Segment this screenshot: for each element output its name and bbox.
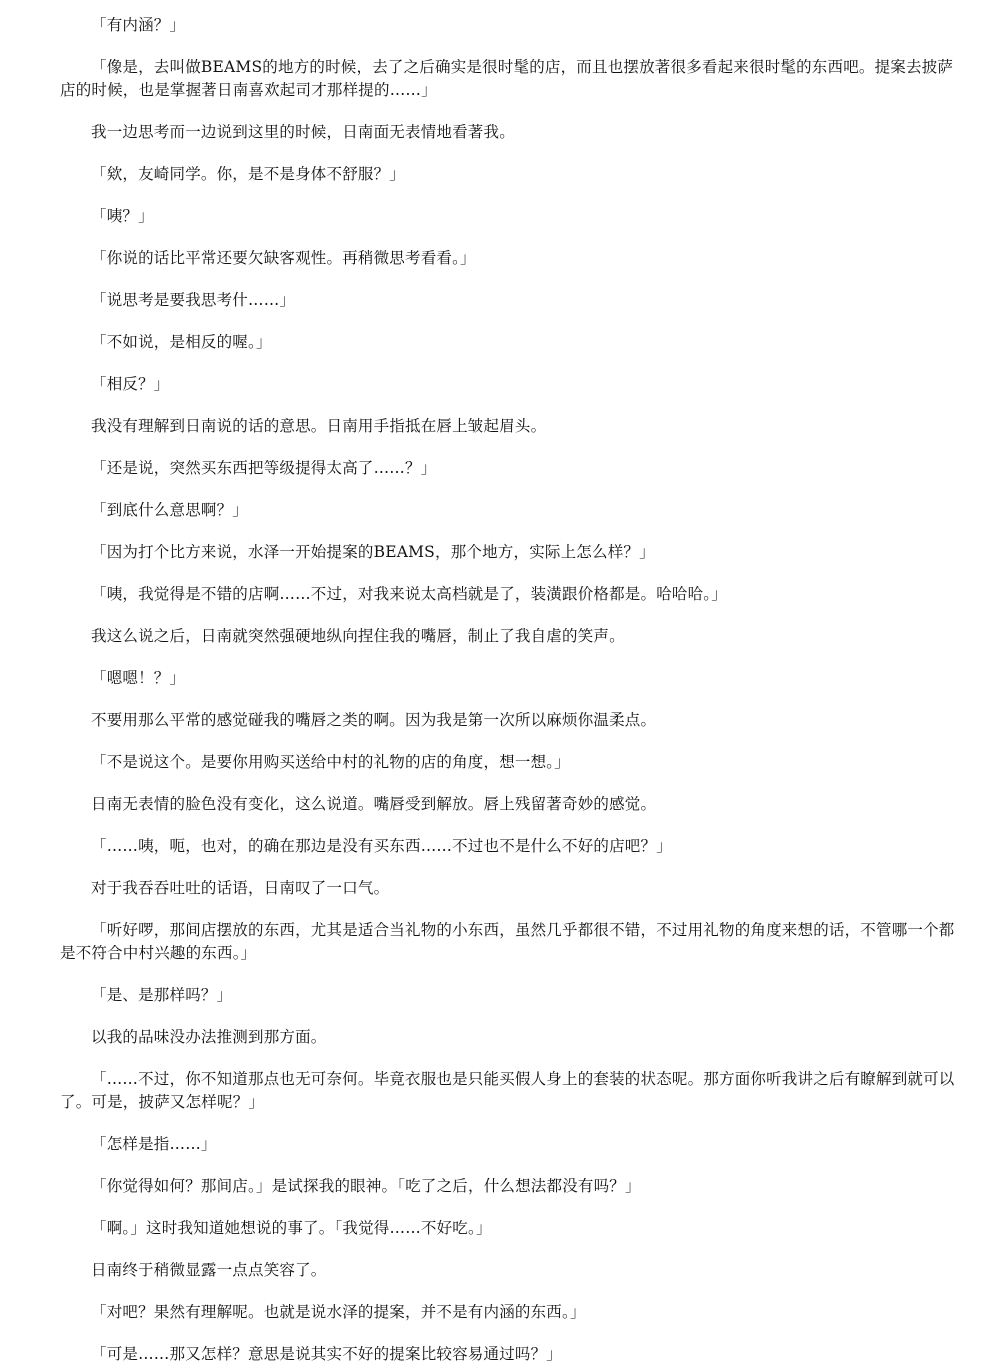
paragraph: 「怎样是指……」 (91, 1135, 217, 1153)
paragraph: 「相反？」 (91, 375, 170, 393)
paragraph: 「欸，友崎同学。你，是不是身体不舒服？」 (91, 165, 406, 183)
paragraph: 「啊。」这时我知道她想说的事了。「我觉得……不好吃。」 (91, 1219, 492, 1237)
paragraph: 「有内涵？」 (91, 16, 186, 34)
paragraph: 以我的品味没办法推测到那方面。 (91, 1028, 327, 1046)
paragraph: 我没有理解到日南说的话的意思。日南用手指抵在唇上皱起眉头。 (91, 417, 547, 435)
paragraph: 「因为打个比方来说，水泽一开始提案的BEAMS，那个地方，实际上怎么样？」 (91, 543, 655, 561)
paragraph: 「不如说，是相反的喔。」 (91, 333, 272, 351)
paragraph: 不要用那么平常的感觉碰我的嘴唇之类的啊。因为我是第一次所以麻烦你温柔点。 (91, 711, 657, 729)
paragraph: 「像是，去叫做BEAMS的地方的时候，去了之后确实是很时髦的店，而且也摆放著很多看起来很时髦的东西吧。提案去披萨店的时候，也是掌握著日南喜欢起司才那样提的……」 (60, 58, 954, 99)
paragraph: 我一边思考而一边说到这里的时候，日南面无表情地看著我。 (91, 123, 515, 141)
paragraph: 「听好啰，那间店摆放的东西，尤其是适合当礼物的小东西，虽然几乎都很不错，不过用礼物的角度来想的话，不管哪一个都是不符合中村兴趣的东西。」 (60, 921, 955, 962)
paragraph: 我这么说之后，日南就突然强硬地纵向捏住我的嘴唇，制止了我自虐的笑声。 (91, 627, 625, 645)
paragraph: 日南无表情的脸色没有变化，这么说道。嘴唇受到解放。唇上残留著奇妙的感觉。 (91, 795, 657, 813)
paragraph: 「是、是那样吗？」 (91, 986, 233, 1004)
paragraph: 「咦？」 (91, 207, 154, 225)
paragraph: 「可是……那又怎样？意思是说其实不好的提案比较容易通过吗？」 (91, 1345, 563, 1363)
paragraph: 「到底什么意思啊？」 (91, 501, 249, 519)
paragraph: 「咦，我觉得是不错的店啊……不过，对我来说太高档就是了，装潢跟价格都是。哈哈哈。」 (91, 585, 727, 603)
paragraph: 对于我吞吞吐吐的话语，日南叹了一口气。 (91, 879, 390, 897)
paragraph: 「还是说，突然买东西把等级提得太高了……？」 (91, 459, 437, 477)
paragraph: 「嗯嗯！？」 (91, 669, 186, 687)
paragraph: 「说思考是要我思考什……」 (91, 291, 296, 309)
paragraph: 「你说的话比平常还要欠缺客观性。再稍微思考看看。」 (91, 249, 476, 267)
paragraph: 「你觉得如何？那间店。」是试探我的眼神。「吃了之后，什么想法都没有吗？」 (91, 1177, 641, 1195)
paragraph: 「……咦，呃，也对，的确在那边是没有买东西……不过也不是什么不好的店吧？」 (91, 837, 672, 855)
paragraph: 「……不过，你不知道那点也无可奈何。毕竟衣服也是只能买假人身上的套装的状态呢。那方面你听我讲之后有瞭解到就可以了。可是，披萨又怎样呢？」 (60, 1070, 955, 1111)
paragraph: 「对吧？果然有理解呢。也就是说水泽的提案，并不是有内涵的东西。」 (91, 1303, 586, 1321)
paragraph: 「不是说这个。是要你用购买送给中村的礼物的店的角度，想一想。」 (91, 753, 570, 771)
paragraph: 日南终于稍微显露一点点笑容了。 (91, 1261, 327, 1279)
